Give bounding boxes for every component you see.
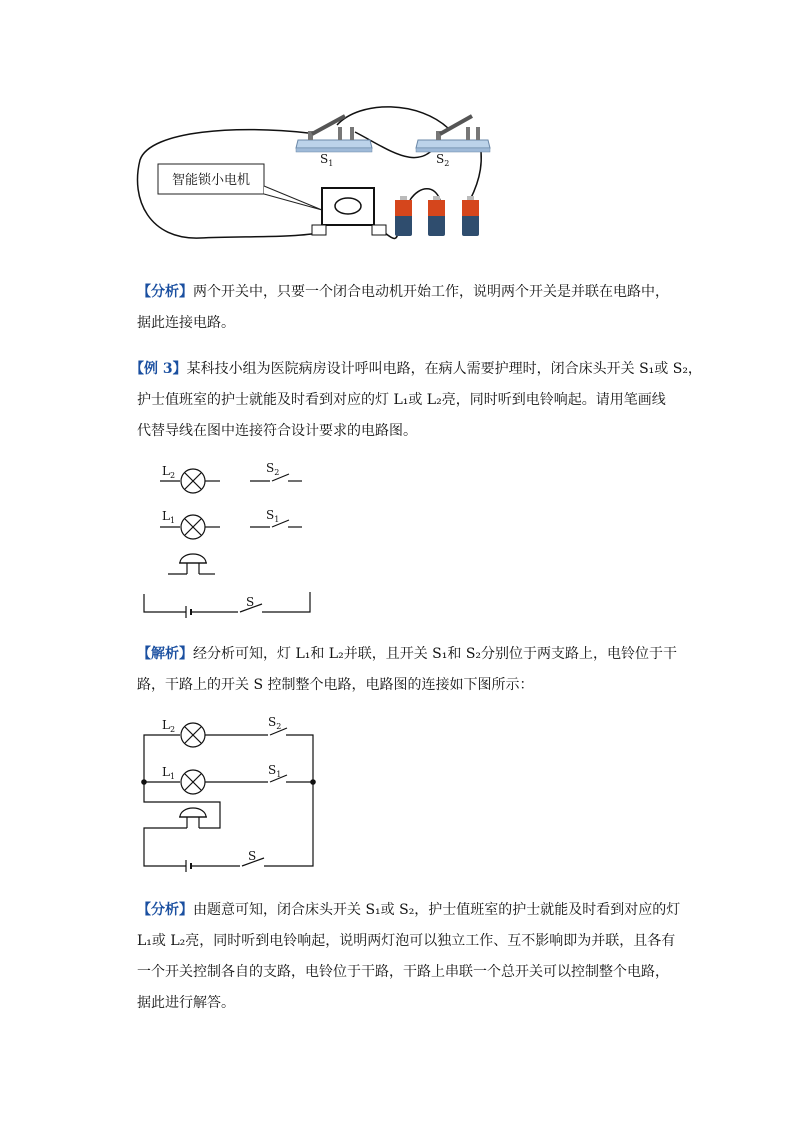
analysis-tag: 【分析】: [137, 284, 193, 300]
label-S: S: [246, 595, 255, 609]
example-3-line-1: 【例 3】某科技小组为医院病房设计呼叫电路，在病人需要护理时，闭合床头开关 S₁或 S₂，: [130, 361, 702, 377]
motor-icon: [312, 188, 386, 235]
junction-dot: [310, 779, 316, 785]
label-S: S: [248, 849, 257, 863]
battery-icons: [395, 196, 479, 236]
figure-3-labels: [162, 715, 281, 863]
example-tag: 【例 3】: [130, 361, 187, 377]
label-S1: $S_1$: [268, 763, 282, 779]
switch-s2-label: $S_2$: [436, 152, 450, 168]
label-L1: $L_1$: [162, 765, 176, 781]
figure-1-lock-circuit: [138, 107, 491, 239]
figure-2-labels: [162, 461, 279, 609]
analysis-1-line-2: 据此连接电路。: [137, 315, 235, 331]
example-3: [130, 354, 702, 447]
solution-tag: 【解析】: [137, 646, 193, 662]
knife-switch-s2: [416, 116, 490, 152]
figure-2-components: [144, 469, 310, 618]
analysis-2-line-3: 一个开关控制各自的支路，电铃位于干路，干路上串联一个总开关可以控制整个电路，: [137, 964, 669, 980]
label-L1: $L_1$: [162, 509, 176, 525]
solution-line-1: 【解析】经分析可知，灯 L₁和 L₂并联，且开关 S₁和 S₂分别位于两支路上，电铃位于干: [137, 646, 678, 662]
switch-s1-label: $S_1$: [320, 152, 334, 168]
example-3-line-2: 护士值班室的护士就能及时看到对应的灯 L₁或 L₂亮，同时听到电铃响起。请用笔画线: [137, 392, 666, 408]
label-S2: $S_2$: [266, 461, 280, 477]
solution: [137, 639, 677, 701]
motor-label: 智能锁小电机: [171, 173, 251, 188]
label-L2: $L_2$: [162, 718, 176, 734]
analysis-2-line-4: 据此进行解答。: [137, 995, 235, 1011]
junction-dot: [141, 779, 147, 785]
analysis-2: [137, 895, 680, 1019]
figure-3-circuit: [144, 723, 313, 872]
analysis-2-line-2: L₁或 L₂亮，同时听到电铃响起，说明两灯泡可以独立工作、互不影响即为并联，且各有: [137, 933, 676, 949]
motor-callout: [158, 164, 322, 210]
label-S1: $S_1$: [266, 508, 280, 524]
knife-switch-s1: [296, 116, 372, 152]
example-3-line-3: 代替导线在图中连接符合设计要求的电路图。: [137, 423, 417, 439]
label-S2: $S_2$: [268, 715, 282, 731]
wire: [337, 107, 450, 130]
analysis-tag: 【分析】: [137, 902, 193, 918]
label-L2: $L_2$: [162, 464, 176, 480]
analysis-1-line-1: 【分析】两个开关中，只要一个闭合电动机开始工作，说明两个开关是并联在电路中，: [137, 284, 669, 300]
analysis-1: [137, 277, 669, 339]
solution-line-2: 路，干路上的开关 S 控制整个电路，电路图的连接如下图所示：: [137, 677, 534, 693]
analysis-2-line-1: 【分析】由题意可知，闭合床头开关 S₁或 S₂，护士值班室的护士就能及时看到对应的灯: [137, 902, 681, 918]
